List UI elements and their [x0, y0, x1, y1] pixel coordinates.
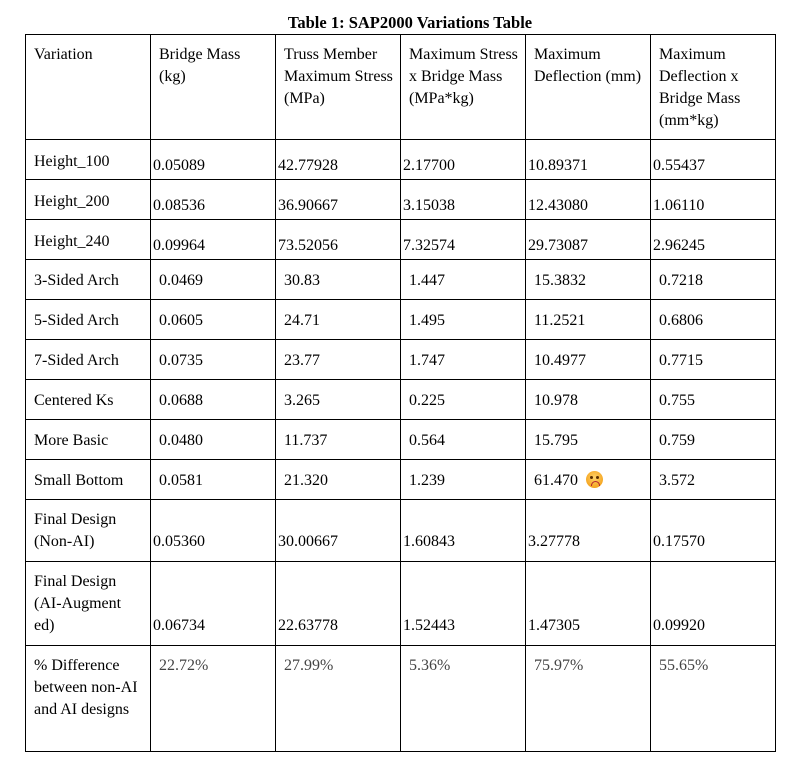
table-cell — [151, 380, 276, 420]
row-label-cell — [26, 500, 151, 562]
cell-value: 22.63778 — [278, 617, 338, 634]
row-label-cell — [26, 562, 151, 646]
table-cell — [526, 340, 651, 380]
table-cell — [526, 180, 651, 220]
table-cell — [276, 220, 401, 260]
header-bridge-mass: Bridge Mass (kg) — [159, 46, 241, 85]
cell-value: 0.0688 — [159, 392, 203, 409]
table-cell — [151, 460, 276, 500]
cell-value: 1.60843 — [403, 533, 455, 550]
cell-value: 0.0469 — [159, 272, 203, 289]
table-cell — [151, 260, 276, 300]
header-stress-x-mass: Maximum Stress x Bridge Mass (MPa*kg) — [409, 46, 518, 107]
table-cell — [151, 562, 276, 646]
header-cell — [401, 35, 526, 140]
row-label: 3-Sided Arch — [34, 272, 119, 289]
cell-value: 0.09920 — [653, 617, 705, 634]
row-label: Centered Ks — [34, 392, 114, 409]
cell-value: 15.3832 — [534, 272, 586, 289]
table-cell — [651, 420, 776, 460]
table-cell — [651, 140, 776, 180]
cell-value: 1.52443 — [403, 617, 455, 634]
cell-value: 0.17570 — [653, 533, 705, 550]
table-cell — [526, 420, 651, 460]
cell-value: 55.65% — [659, 657, 709, 674]
table-row — [26, 646, 776, 752]
table-cell — [276, 562, 401, 646]
table-row — [26, 420, 776, 460]
header-max-stress: Truss Member Maximum Stress (MPa) — [284, 46, 393, 107]
cell-value: 0.05089 — [153, 157, 205, 174]
table-row — [26, 220, 776, 260]
cell-value: 73.52056 — [278, 237, 338, 254]
table-cell — [151, 420, 276, 460]
row-label-cell — [26, 420, 151, 460]
table-cell — [276, 646, 401, 752]
table-cell — [651, 340, 776, 380]
cell-value: 15.795 — [534, 432, 578, 449]
frowning-face-emoji-icon — [586, 471, 603, 488]
cell-value: 5.36% — [409, 657, 451, 674]
row-label: Small Bottom — [34, 472, 124, 489]
cell-value: 0.225 — [409, 392, 445, 409]
cell-value: 0.06734 — [153, 617, 205, 634]
table-cell — [401, 420, 526, 460]
table-cell — [651, 562, 776, 646]
cell-value: 1.06110 — [653, 197, 705, 214]
row-label: 5-Sided Arch — [34, 312, 119, 329]
table-row — [26, 460, 776, 500]
cell-value: 2.96245 — [653, 237, 705, 254]
cell-value: 0.759 — [659, 432, 695, 449]
cell-value: 23.77 — [284, 352, 320, 369]
table-cell — [401, 300, 526, 340]
row-label: Final Design (Non-AI) — [34, 511, 117, 550]
cell-value: 1.239 — [409, 472, 445, 489]
row-label-cell — [26, 460, 151, 500]
row-label-cell — [26, 220, 151, 260]
cell-value: 1.47305 — [528, 617, 580, 634]
cell-value: 1.447 — [409, 272, 445, 289]
cell-value: 22.72% — [159, 657, 209, 674]
row-label-cell — [26, 340, 151, 380]
table-cell — [651, 300, 776, 340]
table-cell — [526, 220, 651, 260]
cell-value: 27.99% — [284, 657, 334, 674]
row-label-cell — [26, 180, 151, 220]
cell-value: 10.978 — [534, 392, 578, 409]
cell-value: 3.15038 — [403, 197, 455, 214]
header-variation: Variation — [34, 46, 93, 63]
row-label: 7-Sided Arch — [34, 352, 119, 369]
cell-value: 10.4977 — [534, 352, 586, 369]
row-label: % Difference between non-AI and AI designs — [34, 657, 138, 718]
row-label: Height_240 — [34, 233, 110, 250]
table-cell — [276, 460, 401, 500]
row-label: Final Design (AI-Augment ed) — [34, 573, 122, 634]
cell-value: 0.7715 — [659, 352, 703, 369]
table-cell — [151, 140, 276, 180]
header-cell — [651, 35, 776, 140]
row-label-cell — [26, 260, 151, 300]
table-cell — [651, 260, 776, 300]
table-row — [26, 180, 776, 220]
header-cell — [526, 35, 651, 140]
table-cell — [401, 340, 526, 380]
cell-value: 0.05360 — [153, 533, 205, 550]
cell-value: 0.0605 — [159, 312, 203, 329]
cell-value: 12.43080 — [528, 197, 588, 214]
table-cell — [526, 140, 651, 180]
header-row — [26, 35, 776, 140]
cell-value: 30.00667 — [278, 533, 338, 550]
cell-value: 36.90667 — [278, 197, 338, 214]
table-cell — [651, 380, 776, 420]
table-cell — [276, 260, 401, 300]
table-cell — [276, 500, 401, 562]
table-cell — [276, 340, 401, 380]
table-cell — [651, 500, 776, 562]
table-cell — [276, 140, 401, 180]
table-cell — [526, 460, 651, 500]
table-cell — [401, 500, 526, 562]
cell-value: 0.0735 — [159, 352, 203, 369]
table-cell — [526, 500, 651, 562]
table-cell — [151, 646, 276, 752]
table-cell — [651, 646, 776, 752]
header-cell — [276, 35, 401, 140]
row-label-cell — [26, 140, 151, 180]
table-row — [26, 500, 776, 562]
table-cell — [151, 300, 276, 340]
cell-value: 11.2521 — [534, 312, 586, 329]
variations-table — [25, 34, 776, 752]
cell-value: 1.747 — [409, 352, 445, 369]
table-cell — [526, 260, 651, 300]
table-row — [26, 260, 776, 300]
table-cell — [276, 180, 401, 220]
table-cell — [401, 260, 526, 300]
table-cell — [526, 380, 651, 420]
table-cell — [151, 220, 276, 260]
cell-value: 0.7218 — [659, 272, 703, 289]
cell-value: 75.97% — [534, 657, 584, 674]
cell-value: 24.71 — [284, 312, 320, 329]
table-row — [26, 562, 776, 646]
row-label-cell — [26, 646, 151, 752]
table-cell — [651, 460, 776, 500]
table-cell — [526, 300, 651, 340]
cell-value: 0.0480 — [159, 432, 203, 449]
table-cell — [401, 380, 526, 420]
cell-value: 0.6806 — [659, 312, 703, 329]
table-caption: Table 1: SAP2000 Variations Table — [287, 13, 533, 32]
cell-value: 30.83 — [284, 272, 320, 289]
table-cell — [151, 340, 276, 380]
header-cell — [151, 35, 276, 140]
cell-value: 3.265 — [284, 392, 320, 409]
table-cell — [401, 460, 526, 500]
cell-value: 2.17700 — [403, 157, 455, 174]
cell-value: 0.755 — [659, 392, 695, 409]
header-deflection-x-mass: Maximum Deflection x Bridge Mass (mm*kg) — [659, 46, 741, 129]
cell-value: 1.495 — [409, 312, 445, 329]
cell-value: 61.470 — [534, 472, 578, 489]
table-cell — [276, 300, 401, 340]
header-cell — [26, 35, 151, 140]
cell-value-with-emoji — [526, 460, 650, 492]
cell-value: 0.564 — [409, 432, 445, 449]
cell-value: 42.77928 — [278, 157, 338, 174]
table-cell — [276, 380, 401, 420]
cell-value: 29.73087 — [528, 237, 588, 254]
cell-value: 11.737 — [284, 432, 328, 449]
table-row — [26, 300, 776, 340]
table-cell — [651, 180, 776, 220]
row-label: Height_200 — [34, 193, 110, 210]
row-label-cell — [26, 300, 151, 340]
table-row — [26, 340, 776, 380]
table-cell — [151, 180, 276, 220]
table-cell — [526, 562, 651, 646]
cell-value: 7.32574 — [403, 237, 455, 254]
table-cell — [401, 562, 526, 646]
row-label-cell — [26, 380, 151, 420]
table-cell — [401, 646, 526, 752]
table-cell — [276, 420, 401, 460]
header-max-deflection: Maximum Deflection (mm) — [534, 46, 642, 85]
table-cell — [526, 646, 651, 752]
table-cell — [651, 220, 776, 260]
cell-value: 3.27778 — [528, 533, 580, 550]
cell-value: 0.55437 — [653, 157, 705, 174]
table-row — [26, 140, 776, 180]
table-cell — [151, 500, 276, 562]
table-cell — [401, 180, 526, 220]
cell-value: 3.572 — [659, 472, 695, 489]
table-cell — [401, 220, 526, 260]
cell-value: 0.08536 — [153, 197, 205, 214]
cell-value: 21.320 — [284, 472, 328, 489]
cell-value: 10.89371 — [528, 157, 588, 174]
table-cell — [401, 140, 526, 180]
table-row — [26, 380, 776, 420]
cell-value: 0.0581 — [159, 472, 203, 489]
row-label: More Basic — [34, 432, 109, 449]
row-label: Height_100 — [34, 153, 110, 170]
cell-value: 0.09964 — [153, 237, 205, 254]
